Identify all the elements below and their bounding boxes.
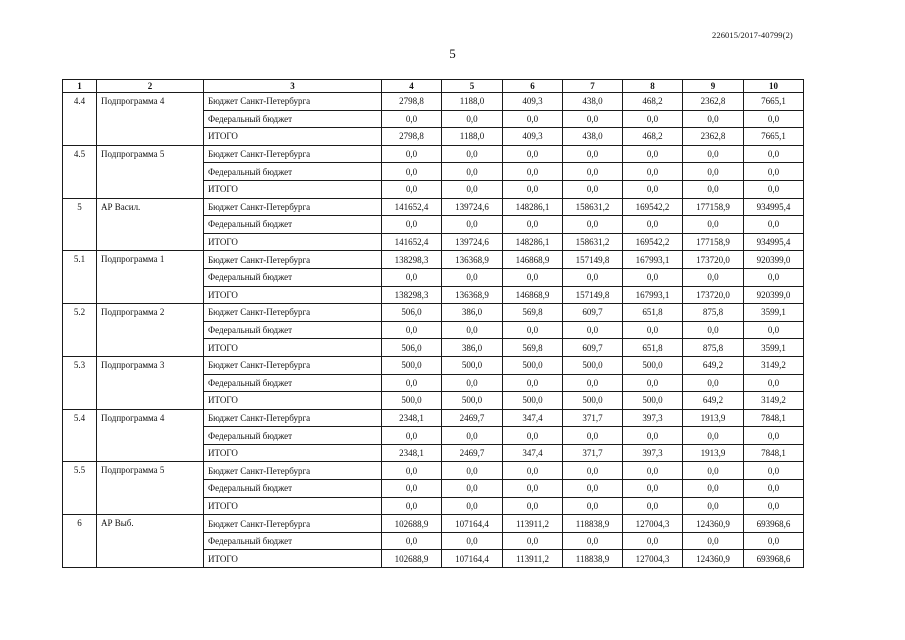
amount-cell: 0,0 bbox=[623, 216, 683, 234]
amount-cell: 0,0 bbox=[563, 374, 623, 392]
amount-cell: 0,0 bbox=[442, 462, 503, 480]
amount-cell: 3599,1 bbox=[744, 339, 804, 357]
table-row bbox=[63, 356, 804, 374]
amount-cell: 0,0 bbox=[683, 145, 744, 163]
funding-source: ИТОГО bbox=[204, 128, 382, 146]
funding-source: ИТОГО bbox=[204, 444, 382, 462]
amount-cell: 0,0 bbox=[683, 110, 744, 128]
amount-cell: 569,8 bbox=[503, 339, 563, 357]
amount-cell: 0,0 bbox=[503, 321, 563, 339]
amount-cell: 506,0 bbox=[382, 339, 442, 357]
amount-cell: 0,0 bbox=[503, 497, 563, 515]
amount-cell: 0,0 bbox=[683, 497, 744, 515]
amount-cell: 0,0 bbox=[683, 180, 744, 198]
amount-cell: 0,0 bbox=[442, 497, 503, 515]
amount-cell: 409,3 bbox=[503, 93, 563, 111]
amount-cell: 0,0 bbox=[623, 427, 683, 445]
amount-cell: 0,0 bbox=[744, 532, 804, 550]
amount-cell: 141652,4 bbox=[382, 233, 442, 251]
program-name: АР Выб. bbox=[97, 515, 204, 568]
amount-cell: 0,0 bbox=[382, 497, 442, 515]
amount-cell: 0,0 bbox=[563, 268, 623, 286]
table-row bbox=[63, 409, 804, 427]
amount-cell: 127004,3 bbox=[623, 515, 683, 533]
amount-cell: 124360,9 bbox=[683, 550, 744, 568]
funding-source: Федеральный бюджет bbox=[204, 268, 382, 286]
amount-cell: 920399,0 bbox=[744, 286, 804, 304]
program-name: АР Васил. bbox=[97, 198, 204, 251]
amount-cell: 0,0 bbox=[744, 427, 804, 445]
amount-cell: 113911,2 bbox=[503, 515, 563, 533]
funding-source: ИТОГО bbox=[204, 233, 382, 251]
table-row bbox=[63, 304, 804, 322]
column-header: 2 bbox=[97, 80, 204, 93]
amount-cell: 0,0 bbox=[744, 180, 804, 198]
amount-cell: 136368,9 bbox=[442, 286, 503, 304]
amount-cell: 875,8 bbox=[683, 339, 744, 357]
amount-cell: 0,0 bbox=[382, 374, 442, 392]
amount-cell: 0,0 bbox=[382, 145, 442, 163]
amount-cell: 0,0 bbox=[382, 163, 442, 181]
amount-cell: 1913,9 bbox=[683, 409, 744, 427]
amount-cell: 0,0 bbox=[623, 321, 683, 339]
table-row bbox=[63, 93, 804, 111]
amount-cell: 1188,0 bbox=[442, 128, 503, 146]
amount-cell: 107164,4 bbox=[442, 515, 503, 533]
amount-cell: 500,0 bbox=[382, 356, 442, 374]
program-name: Подпрограмма 2 bbox=[97, 304, 204, 357]
program-name: Подпрограмма 1 bbox=[97, 251, 204, 304]
amount-cell: 148286,1 bbox=[503, 233, 563, 251]
amount-cell: 1913,9 bbox=[683, 444, 744, 462]
amount-cell: 506,0 bbox=[382, 304, 442, 322]
amount-cell: 141652,4 bbox=[382, 198, 442, 216]
amount-cell: 0,0 bbox=[683, 216, 744, 234]
amount-cell: 0,0 bbox=[563, 180, 623, 198]
amount-cell: 371,7 bbox=[563, 444, 623, 462]
amount-cell: 0,0 bbox=[744, 480, 804, 498]
amount-cell: 875,8 bbox=[683, 304, 744, 322]
amount-cell: 0,0 bbox=[442, 110, 503, 128]
row-number: 6 bbox=[63, 515, 97, 568]
program-name: Подпрограмма 4 bbox=[97, 93, 204, 146]
funding-source: Бюджет Санкт-Петербурга bbox=[204, 145, 382, 163]
amount-cell: 397,3 bbox=[623, 409, 683, 427]
funding-source: Бюджет Санкт-Петербурга bbox=[204, 515, 382, 533]
amount-cell: 102688,9 bbox=[382, 515, 442, 533]
table-row bbox=[63, 515, 804, 533]
amount-cell: 167993,1 bbox=[623, 286, 683, 304]
amount-cell: 146868,9 bbox=[503, 286, 563, 304]
amount-cell: 500,0 bbox=[623, 392, 683, 410]
amount-cell: 0,0 bbox=[563, 321, 623, 339]
amount-cell: 158631,2 bbox=[563, 233, 623, 251]
amount-cell: 0,0 bbox=[683, 268, 744, 286]
amount-cell: 0,0 bbox=[563, 427, 623, 445]
amount-cell: 569,8 bbox=[503, 304, 563, 322]
amount-cell: 3149,2 bbox=[744, 356, 804, 374]
amount-cell: 7848,1 bbox=[744, 409, 804, 427]
amount-cell: 920399,0 bbox=[744, 251, 804, 269]
amount-cell: 157149,8 bbox=[563, 251, 623, 269]
amount-cell: 0,0 bbox=[744, 110, 804, 128]
funding-source: Бюджет Санкт-Петербурга bbox=[204, 93, 382, 111]
column-header: 9 bbox=[683, 80, 744, 93]
amount-cell: 7665,1 bbox=[744, 93, 804, 111]
amount-cell: 0,0 bbox=[683, 321, 744, 339]
funding-source: ИТОГО bbox=[204, 286, 382, 304]
amount-cell: 157149,8 bbox=[563, 286, 623, 304]
row-number: 5.3 bbox=[63, 356, 97, 409]
amount-cell: 0,0 bbox=[442, 180, 503, 198]
amount-cell: 0,0 bbox=[744, 216, 804, 234]
funding-source: Федеральный бюджет bbox=[204, 163, 382, 181]
column-header: 10 bbox=[744, 80, 804, 93]
amount-cell: 0,0 bbox=[683, 532, 744, 550]
funding-source: ИТОГО bbox=[204, 497, 382, 515]
amount-cell: 0,0 bbox=[683, 163, 744, 181]
amount-cell: 609,7 bbox=[563, 304, 623, 322]
amount-cell: 2362,8 bbox=[683, 93, 744, 111]
table-body bbox=[63, 80, 804, 568]
row-number: 5.5 bbox=[63, 462, 97, 515]
column-header: 6 bbox=[503, 80, 563, 93]
amount-cell: 0,0 bbox=[744, 268, 804, 286]
amount-cell: 0,0 bbox=[382, 462, 442, 480]
funding-source: Бюджет Санкт-Петербурга bbox=[204, 409, 382, 427]
amount-cell: 138298,3 bbox=[382, 286, 442, 304]
amount-cell: 177158,9 bbox=[683, 198, 744, 216]
amount-cell: 0,0 bbox=[442, 532, 503, 550]
amount-cell: 0,0 bbox=[382, 110, 442, 128]
amount-cell: 0,0 bbox=[503, 462, 563, 480]
amount-cell: 0,0 bbox=[563, 497, 623, 515]
amount-cell: 0,0 bbox=[563, 145, 623, 163]
funding-source: Федеральный бюджет bbox=[204, 480, 382, 498]
row-number: 5.2 bbox=[63, 304, 97, 357]
column-header: 1 bbox=[63, 80, 97, 93]
amount-cell: 3149,2 bbox=[744, 392, 804, 410]
amount-cell: 0,0 bbox=[503, 532, 563, 550]
table-row bbox=[63, 251, 804, 269]
amount-cell: 138298,3 bbox=[382, 251, 442, 269]
amount-cell: 0,0 bbox=[744, 497, 804, 515]
amount-cell: 500,0 bbox=[442, 392, 503, 410]
amount-cell: 0,0 bbox=[623, 462, 683, 480]
amount-cell: 0,0 bbox=[683, 480, 744, 498]
amount-cell: 651,8 bbox=[623, 304, 683, 322]
amount-cell: 0,0 bbox=[563, 110, 623, 128]
funding-source: ИТОГО bbox=[204, 180, 382, 198]
amount-cell: 167993,1 bbox=[623, 251, 683, 269]
program-name: Подпрограмма 3 bbox=[97, 356, 204, 409]
program-name: Подпрограмма 5 bbox=[97, 462, 204, 515]
amount-cell: 169542,2 bbox=[623, 198, 683, 216]
amount-cell: 500,0 bbox=[503, 356, 563, 374]
amount-cell: 934995,4 bbox=[744, 233, 804, 251]
amount-cell: 0,0 bbox=[442, 321, 503, 339]
funding-source: Бюджет Санкт-Петербурга bbox=[204, 251, 382, 269]
amount-cell: 0,0 bbox=[442, 427, 503, 445]
funding-source: Федеральный бюджет bbox=[204, 321, 382, 339]
amount-cell: 438,0 bbox=[563, 128, 623, 146]
funding-source: ИТОГО bbox=[204, 339, 382, 357]
amount-cell: 438,0 bbox=[563, 93, 623, 111]
amount-cell: 0,0 bbox=[683, 427, 744, 445]
amount-cell: 0,0 bbox=[503, 427, 563, 445]
funding-source: Федеральный бюджет bbox=[204, 216, 382, 234]
amount-cell: 0,0 bbox=[382, 532, 442, 550]
page-number: 5 bbox=[449, 46, 456, 61]
amount-cell: 0,0 bbox=[503, 268, 563, 286]
amount-cell: 0,0 bbox=[442, 216, 503, 234]
amount-cell: 169542,2 bbox=[623, 233, 683, 251]
column-header: 5 bbox=[442, 80, 503, 93]
column-header: 8 bbox=[623, 80, 683, 93]
table-row bbox=[63, 145, 804, 163]
amount-cell: 0,0 bbox=[442, 145, 503, 163]
amount-cell: 500,0 bbox=[382, 392, 442, 410]
budget-table bbox=[62, 79, 804, 568]
amount-cell: 0,0 bbox=[623, 163, 683, 181]
amount-cell: 0,0 bbox=[563, 532, 623, 550]
amount-cell: 0,0 bbox=[503, 480, 563, 498]
amount-cell: 500,0 bbox=[623, 356, 683, 374]
amount-cell: 0,0 bbox=[623, 532, 683, 550]
header-row bbox=[63, 80, 804, 93]
amount-cell: 0,0 bbox=[382, 268, 442, 286]
amount-cell: 107164,4 bbox=[442, 550, 503, 568]
amount-cell: 173720,0 bbox=[683, 251, 744, 269]
funding-source: Федеральный бюджет bbox=[204, 374, 382, 392]
amount-cell: 0,0 bbox=[563, 480, 623, 498]
amount-cell: 347,4 bbox=[503, 409, 563, 427]
amount-cell: 0,0 bbox=[623, 110, 683, 128]
amount-cell: 347,4 bbox=[503, 444, 563, 462]
amount-cell: 500,0 bbox=[442, 356, 503, 374]
amount-cell: 0,0 bbox=[442, 268, 503, 286]
amount-cell: 7665,1 bbox=[744, 128, 804, 146]
amount-cell: 0,0 bbox=[503, 216, 563, 234]
column-header: 7 bbox=[563, 80, 623, 93]
amount-cell: 0,0 bbox=[744, 321, 804, 339]
amount-cell: 146868,9 bbox=[503, 251, 563, 269]
document-registration-number: 226015/2017-40799(2) bbox=[712, 30, 793, 40]
amount-cell: 1188,0 bbox=[442, 93, 503, 111]
amount-cell: 2469,7 bbox=[442, 444, 503, 462]
funding-source: Бюджет Санкт-Петербурга bbox=[204, 462, 382, 480]
funding-source: Бюджет Санкт-Петербурга bbox=[204, 356, 382, 374]
funding-source: Бюджет Санкт-Петербурга bbox=[204, 304, 382, 322]
amount-cell: 0,0 bbox=[563, 163, 623, 181]
program-name: Подпрограмма 4 bbox=[97, 409, 204, 462]
amount-cell: 102688,9 bbox=[382, 550, 442, 568]
amount-cell: 0,0 bbox=[442, 374, 503, 392]
funding-source: Федеральный бюджет bbox=[204, 427, 382, 445]
amount-cell: 0,0 bbox=[744, 374, 804, 392]
column-header: 3 bbox=[204, 80, 382, 93]
amount-cell: 2362,8 bbox=[683, 128, 744, 146]
amount-cell: 0,0 bbox=[683, 462, 744, 480]
amount-cell: 118838,9 bbox=[563, 515, 623, 533]
amount-cell: 0,0 bbox=[563, 462, 623, 480]
amount-cell: 136368,9 bbox=[442, 251, 503, 269]
amount-cell: 177158,9 bbox=[683, 233, 744, 251]
amount-cell: 0,0 bbox=[744, 145, 804, 163]
amount-cell: 0,0 bbox=[503, 163, 563, 181]
amount-cell: 7848,1 bbox=[744, 444, 804, 462]
amount-cell: 693968,6 bbox=[744, 515, 804, 533]
row-number: 5.1 bbox=[63, 251, 97, 304]
amount-cell: 0,0 bbox=[382, 321, 442, 339]
amount-cell: 0,0 bbox=[442, 480, 503, 498]
amount-cell: 409,3 bbox=[503, 128, 563, 146]
amount-cell: 386,0 bbox=[442, 304, 503, 322]
table-row bbox=[63, 462, 804, 480]
amount-cell: 2469,7 bbox=[442, 409, 503, 427]
amount-cell: 0,0 bbox=[503, 110, 563, 128]
program-name: Подпрограмма 5 bbox=[97, 145, 204, 198]
amount-cell: 0,0 bbox=[623, 480, 683, 498]
amount-cell: 2348,1 bbox=[382, 444, 442, 462]
amount-cell: 0,0 bbox=[623, 180, 683, 198]
amount-cell: 113911,2 bbox=[503, 550, 563, 568]
amount-cell: 0,0 bbox=[442, 163, 503, 181]
amount-cell: 468,2 bbox=[623, 93, 683, 111]
amount-cell: 651,8 bbox=[623, 339, 683, 357]
amount-cell: 386,0 bbox=[442, 339, 503, 357]
amount-cell: 139724,6 bbox=[442, 198, 503, 216]
amount-cell: 2798,8 bbox=[382, 128, 442, 146]
amount-cell: 0,0 bbox=[382, 216, 442, 234]
amount-cell: 139724,6 bbox=[442, 233, 503, 251]
table-row bbox=[63, 198, 804, 216]
amount-cell: 118838,9 bbox=[563, 550, 623, 568]
amount-cell: 693968,6 bbox=[744, 550, 804, 568]
funding-source: Бюджет Санкт-Петербурга bbox=[204, 198, 382, 216]
amount-cell: 0,0 bbox=[382, 480, 442, 498]
funding-source: ИТОГО bbox=[204, 392, 382, 410]
amount-cell: 397,3 bbox=[623, 444, 683, 462]
amount-cell: 649,2 bbox=[683, 392, 744, 410]
amount-cell: 2348,1 bbox=[382, 409, 442, 427]
amount-cell: 0,0 bbox=[744, 163, 804, 181]
amount-cell: 0,0 bbox=[683, 374, 744, 392]
amount-cell: 0,0 bbox=[623, 145, 683, 163]
amount-cell: 2798,8 bbox=[382, 93, 442, 111]
amount-cell: 609,7 bbox=[563, 339, 623, 357]
row-number: 4.4 bbox=[63, 93, 97, 146]
column-header: 4 bbox=[382, 80, 442, 93]
amount-cell: 0,0 bbox=[382, 180, 442, 198]
amount-cell: 0,0 bbox=[623, 268, 683, 286]
amount-cell: 500,0 bbox=[503, 392, 563, 410]
amount-cell: 649,2 bbox=[683, 356, 744, 374]
amount-cell: 468,2 bbox=[623, 128, 683, 146]
amount-cell: 124360,9 bbox=[683, 515, 744, 533]
amount-cell: 0,0 bbox=[623, 374, 683, 392]
amount-cell: 0,0 bbox=[744, 462, 804, 480]
amount-cell: 148286,1 bbox=[503, 198, 563, 216]
amount-cell: 934995,4 bbox=[744, 198, 804, 216]
amount-cell: 500,0 bbox=[563, 356, 623, 374]
row-number: 5 bbox=[63, 198, 97, 251]
amount-cell: 0,0 bbox=[503, 374, 563, 392]
amount-cell: 0,0 bbox=[503, 145, 563, 163]
amount-cell: 0,0 bbox=[503, 180, 563, 198]
row-number: 4.5 bbox=[63, 145, 97, 198]
amount-cell: 127004,3 bbox=[623, 550, 683, 568]
funding-source: Федеральный бюджет bbox=[204, 110, 382, 128]
amount-cell: 0,0 bbox=[623, 497, 683, 515]
amount-cell: 173720,0 bbox=[683, 286, 744, 304]
amount-cell: 371,7 bbox=[563, 409, 623, 427]
funding-source: ИТОГО bbox=[204, 550, 382, 568]
amount-cell: 158631,2 bbox=[563, 198, 623, 216]
amount-cell: 0,0 bbox=[563, 216, 623, 234]
row-number: 5.4 bbox=[63, 409, 97, 462]
amount-cell: 0,0 bbox=[382, 427, 442, 445]
amount-cell: 3599,1 bbox=[744, 304, 804, 322]
amount-cell: 500,0 bbox=[563, 392, 623, 410]
funding-source: Федеральный бюджет bbox=[204, 532, 382, 550]
